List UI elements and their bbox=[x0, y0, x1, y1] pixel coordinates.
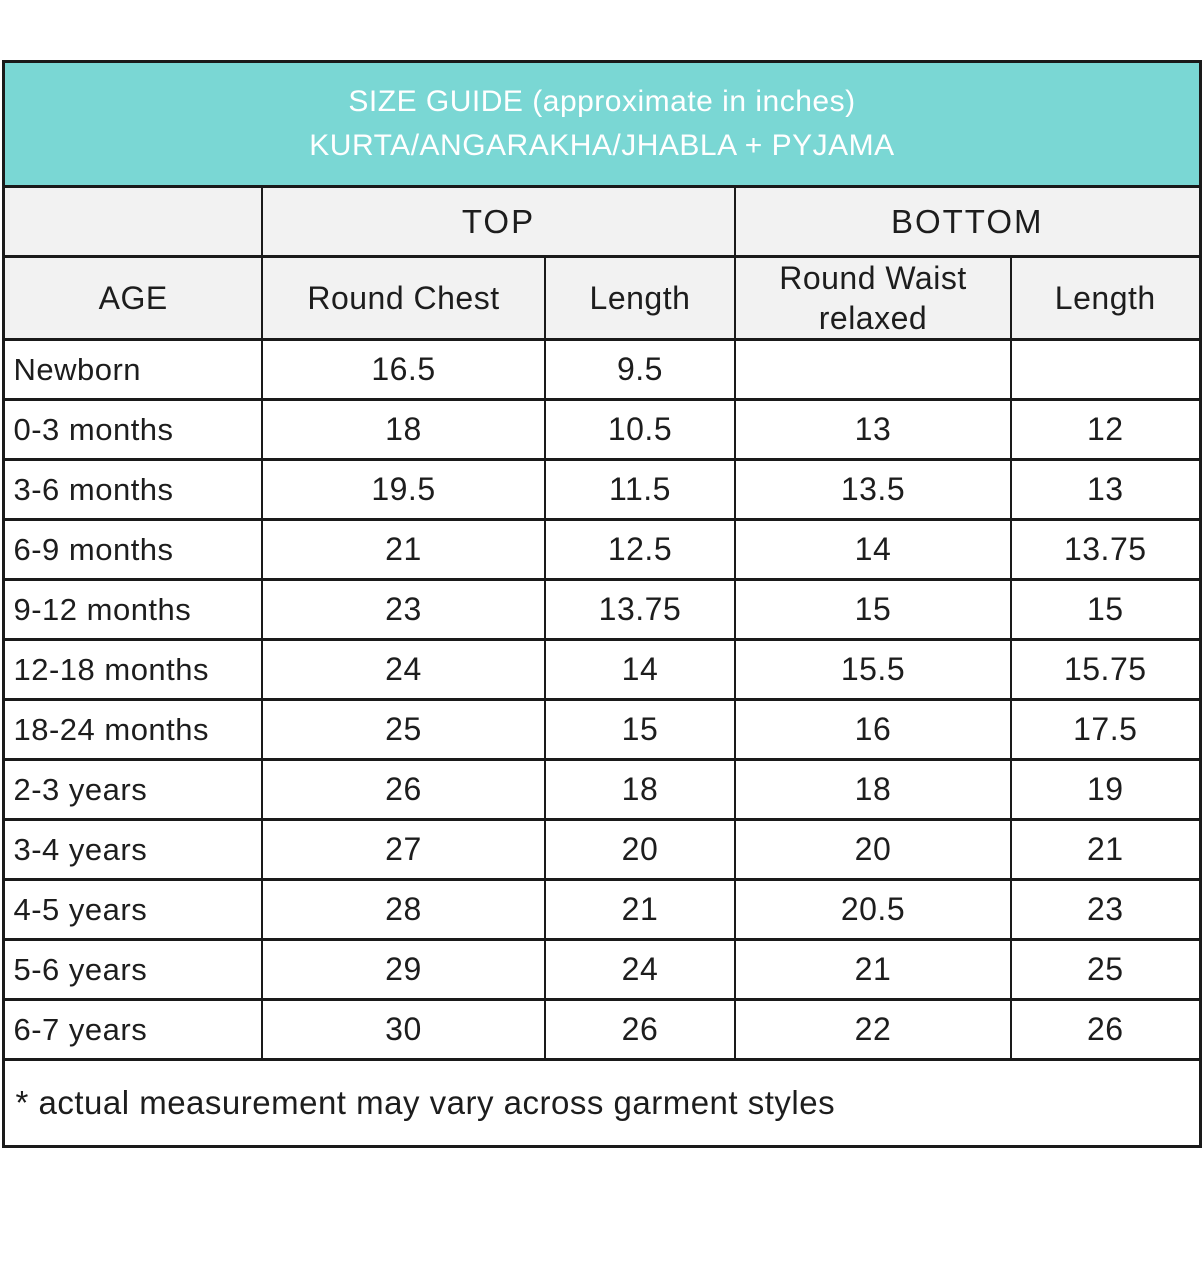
age-cell: 18-24 months bbox=[4, 700, 262, 760]
top-group-header: TOP bbox=[262, 187, 735, 257]
age-group-spacer bbox=[4, 187, 262, 257]
size-guide-title: SIZE GUIDE (approximate in inches) bbox=[348, 85, 856, 118]
size-guide-table bbox=[2, 60, 1201, 1148]
round-chest-cell: 21 bbox=[262, 520, 545, 580]
bottom-length-cell: 21 bbox=[1011, 820, 1200, 880]
age-cell: 3-6 months bbox=[4, 460, 262, 520]
table-row bbox=[4, 460, 1200, 520]
bottom-length-cell: 15.75 bbox=[1011, 640, 1200, 700]
table-row bbox=[4, 520, 1200, 580]
size-table-body bbox=[4, 340, 1200, 1060]
bottom-length-cell: 12 bbox=[1011, 400, 1200, 460]
table-row bbox=[4, 700, 1200, 760]
round-waist-cell: 15 bbox=[735, 580, 1011, 640]
round-waist-cell: 14 bbox=[735, 520, 1011, 580]
round-chest-cell: 16.5 bbox=[262, 340, 545, 400]
table-row bbox=[4, 940, 1200, 1000]
bottom-length-cell: 19 bbox=[1011, 760, 1200, 820]
age-cell: 0-3 months bbox=[4, 400, 262, 460]
top-length-cell: 20 bbox=[545, 820, 735, 880]
round-waist-cell: 13.5 bbox=[735, 460, 1011, 520]
round-waist-cell: 16 bbox=[735, 700, 1011, 760]
top-length-column-header: Length bbox=[545, 257, 735, 340]
round-waist-cell: 20 bbox=[735, 820, 1011, 880]
footnote-row bbox=[4, 1060, 1200, 1147]
bottom-length-cell: 13.75 bbox=[1011, 520, 1200, 580]
round-waist-cell: 22 bbox=[735, 1000, 1011, 1060]
top-length-cell: 26 bbox=[545, 1000, 735, 1060]
top-length-cell: 11.5 bbox=[545, 460, 735, 520]
bottom-length-column-header: Length bbox=[1011, 257, 1200, 340]
age-cell: 3-4 years bbox=[4, 820, 262, 880]
age-cell: 6-9 months bbox=[4, 520, 262, 580]
table-row bbox=[4, 340, 1200, 400]
top-length-cell: 12.5 bbox=[545, 520, 735, 580]
size-guide-title-banner bbox=[4, 62, 1200, 187]
table-row bbox=[4, 880, 1200, 940]
table-row bbox=[4, 1000, 1200, 1060]
title-row bbox=[4, 62, 1200, 187]
round-chest-cell: 24 bbox=[262, 640, 545, 700]
round-chest-cell: 26 bbox=[262, 760, 545, 820]
size-guide-footer bbox=[4, 1060, 1200, 1147]
round-waist-column-header: Round Waist relaxed bbox=[735, 257, 1011, 340]
round-chest-cell: 29 bbox=[262, 940, 545, 1000]
bottom-length-cell: 23 bbox=[1011, 880, 1200, 940]
bottom-length-cell: 15 bbox=[1011, 580, 1200, 640]
top-length-cell: 24 bbox=[545, 940, 735, 1000]
table-row bbox=[4, 400, 1200, 460]
round-waist-cell bbox=[735, 340, 1011, 400]
round-chest-cell: 19.5 bbox=[262, 460, 545, 520]
size-guide-header bbox=[4, 62, 1200, 340]
bottom-length-cell: 17.5 bbox=[1011, 700, 1200, 760]
top-length-cell: 13.75 bbox=[545, 580, 735, 640]
round-waist-cell: 15.5 bbox=[735, 640, 1011, 700]
round-waist-cell: 13 bbox=[735, 400, 1011, 460]
bottom-length-cell bbox=[1011, 340, 1200, 400]
top-length-cell: 9.5 bbox=[545, 340, 735, 400]
round-waist-cell: 21 bbox=[735, 940, 1011, 1000]
group-header-row bbox=[4, 187, 1200, 257]
round-chest-cell: 25 bbox=[262, 700, 545, 760]
table-row bbox=[4, 760, 1200, 820]
top-length-cell: 18 bbox=[545, 760, 735, 820]
round-chest-cell: 18 bbox=[262, 400, 545, 460]
bottom-length-cell: 26 bbox=[1011, 1000, 1200, 1060]
age-cell: 12-18 months bbox=[4, 640, 262, 700]
age-cell: 4-5 years bbox=[4, 880, 262, 940]
round-chest-cell: 30 bbox=[262, 1000, 545, 1060]
footnote: * actual measurement may vary across garment styles bbox=[4, 1060, 1200, 1147]
size-guide-subtitle: KURTA/ANGARAKHA/JHABLA + PYJAMA bbox=[309, 129, 895, 162]
age-cell: 5-6 years bbox=[4, 940, 262, 1000]
bottom-group-header: BOTTOM bbox=[735, 187, 1200, 257]
top-length-cell: 15 bbox=[545, 700, 735, 760]
round-waist-cell: 20.5 bbox=[735, 880, 1011, 940]
column-header-row bbox=[4, 257, 1200, 340]
round-chest-column-header: Round Chest bbox=[262, 257, 545, 340]
age-column-header: AGE bbox=[4, 257, 262, 340]
round-chest-cell: 28 bbox=[262, 880, 545, 940]
top-length-cell: 21 bbox=[545, 880, 735, 940]
top-length-cell: 10.5 bbox=[545, 400, 735, 460]
age-cell: 9-12 months bbox=[4, 580, 262, 640]
age-cell: 2-3 years bbox=[4, 760, 262, 820]
round-chest-cell: 27 bbox=[262, 820, 545, 880]
round-waist-cell: 18 bbox=[735, 760, 1011, 820]
top-length-cell: 14 bbox=[545, 640, 735, 700]
round-chest-cell: 23 bbox=[262, 580, 545, 640]
table-row bbox=[4, 580, 1200, 640]
age-cell: Newborn bbox=[4, 340, 262, 400]
bottom-length-cell: 13 bbox=[1011, 460, 1200, 520]
table-row bbox=[4, 820, 1200, 880]
age-cell: 6-7 years bbox=[4, 1000, 262, 1060]
bottom-length-cell: 25 bbox=[1011, 940, 1200, 1000]
table-row bbox=[4, 640, 1200, 700]
